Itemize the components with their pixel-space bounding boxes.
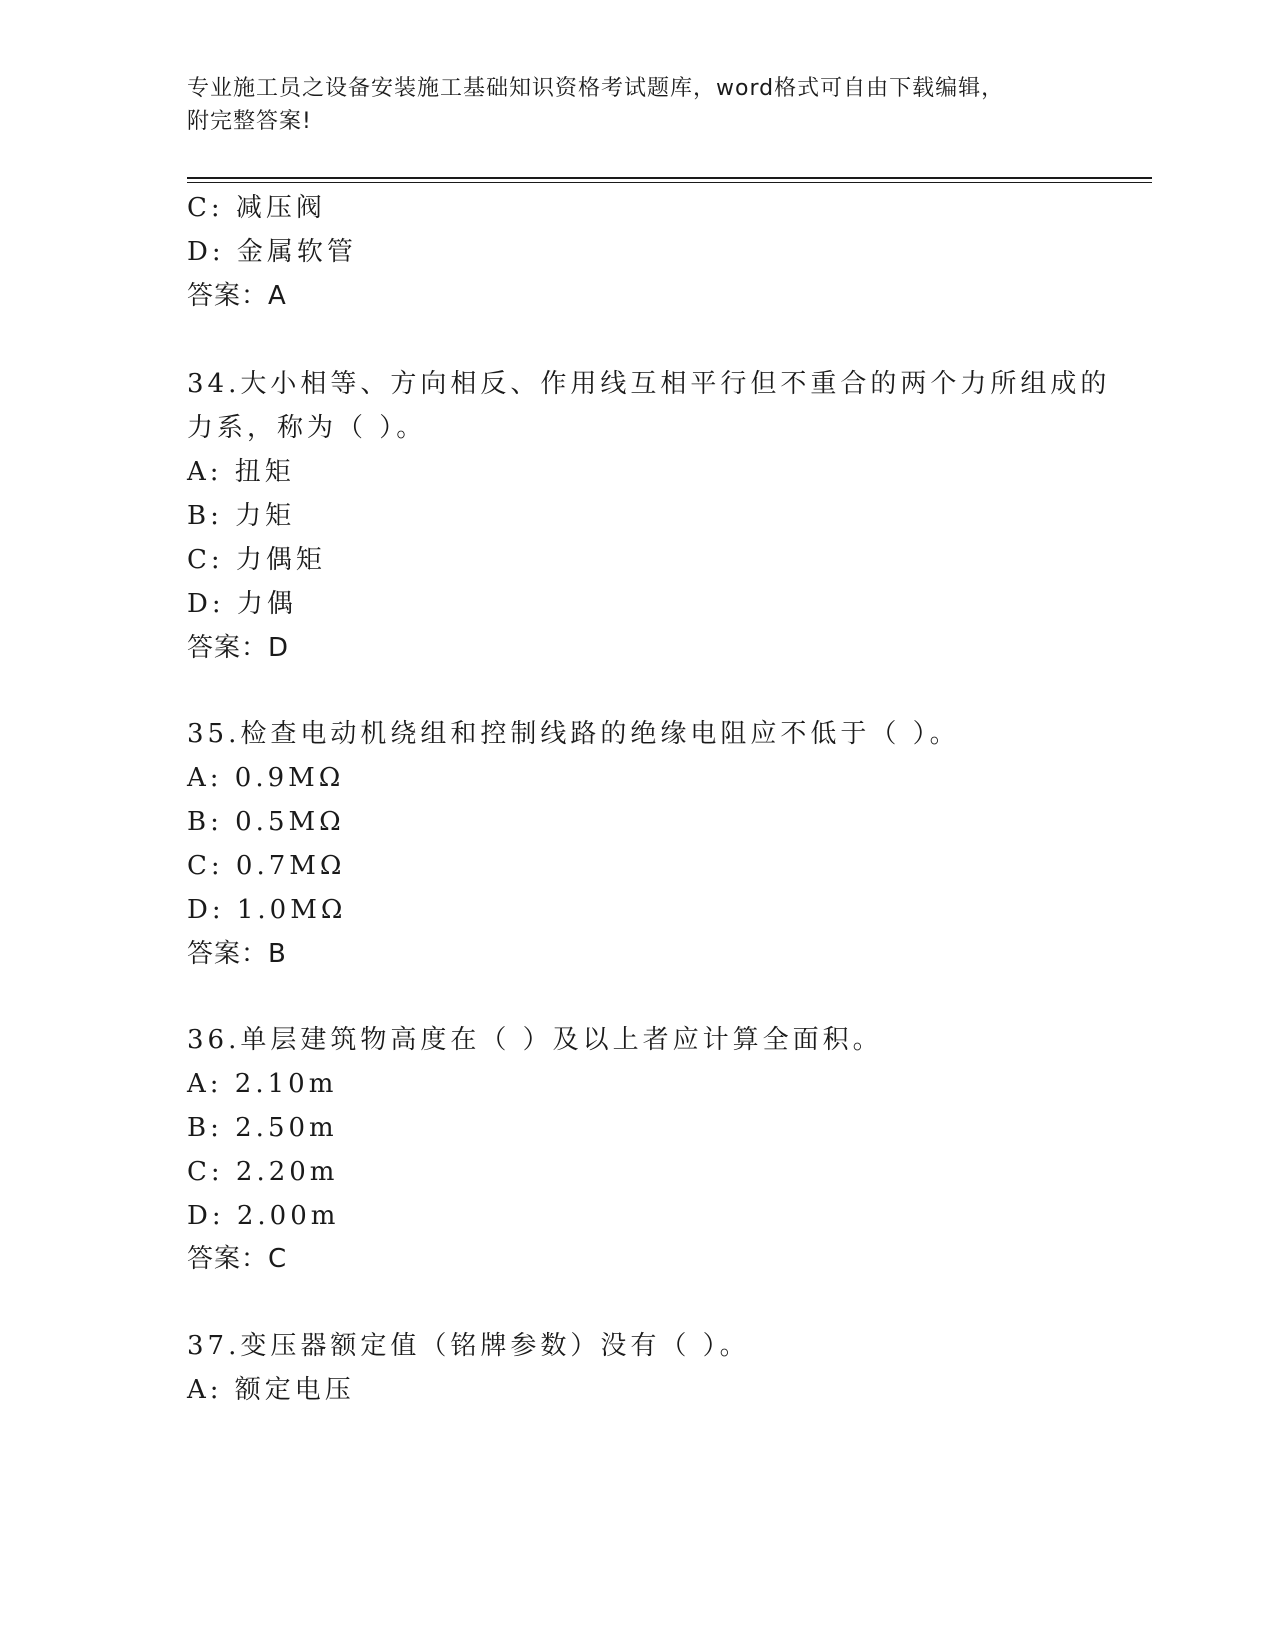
q35-answer: 答案：B <box>187 939 287 969</box>
q34-option-b: B: 力矩 <box>187 501 296 531</box>
q37-stem-line-1: 37.变压器额定值（铭牌参数）没有（ ）。 <box>187 1331 750 1361</box>
header-divider-thick <box>187 177 1152 179</box>
q34-option-c: C: 力偶矩 <box>187 545 326 575</box>
q34-option-d: D: 力偶 <box>187 589 297 619</box>
q36-option-d: D: 2.00m <box>187 1201 340 1231</box>
q36-option-c: C: 2.20m <box>187 1157 339 1187</box>
q35-option-c: C: 0.7MΩ <box>187 851 346 881</box>
q37-option-a: A: 额定电压 <box>187 1375 355 1405</box>
q36-answer: 答案：C <box>187 1244 288 1274</box>
prev-answer: 答案：A <box>187 281 287 311</box>
q34-stem-line-1: 34.大小相等、方向相反、作用线互相平行但不重合的两个力所组成的 <box>187 369 1111 399</box>
document-header <box>187 72 1067 138</box>
q36-option-a: A: 2.10m <box>187 1069 338 1099</box>
q34-option-a: A: 扭矩 <box>187 457 295 487</box>
q35-stem-line-1: 35.检查电动机绕组和控制线路的绝缘电阻应不低于（ ）。 <box>187 719 960 749</box>
header-line-1: 专业施工员之设备安装施工基础知识资格考试题库，word格式可自由下载编辑， <box>187 76 1005 101</box>
q35-option-b: B: 0.5MΩ <box>187 807 345 837</box>
q35-option-a: A: 0.9MΩ <box>187 763 345 793</box>
prev-option-d: D: 金属软管 <box>187 237 357 267</box>
q36-option-b: B: 2.50m <box>187 1113 338 1143</box>
header-divider-thin <box>187 182 1152 183</box>
q34-stem-line-2: 力系，称为（ ）。 <box>187 413 427 443</box>
q36-stem-line-1: 36.单层建筑物高度在（ ）及以上者应计算全面积。 <box>187 1025 883 1055</box>
prev-option-c: C: 减压阀 <box>187 193 326 223</box>
q35-option-d: D: 1.0MΩ <box>187 895 347 925</box>
header-line-2: 附完整答案! <box>187 109 312 134</box>
q34-answer: 答案：D <box>187 633 290 663</box>
